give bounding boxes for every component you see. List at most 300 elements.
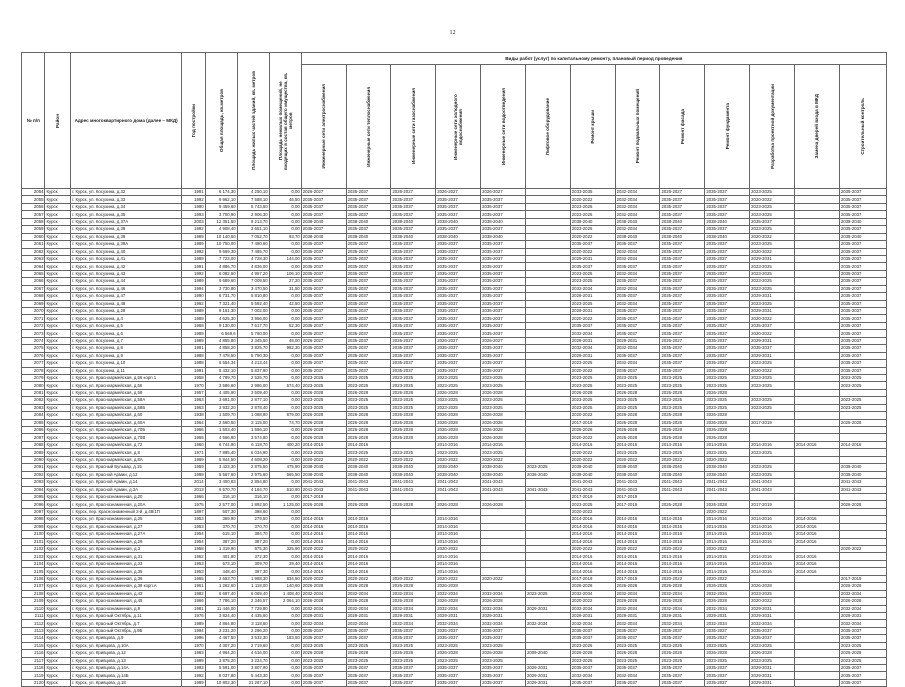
table-cell: 2 560,50: [205, 419, 237, 426]
table-cell: [795, 315, 840, 322]
table-cell: 2026-2028: [391, 427, 436, 434]
table-row: [22, 605, 887, 612]
table-cell: [839, 449, 886, 456]
table-cell: 2026-2028: [301, 501, 346, 508]
table-cell: 1971: [182, 449, 205, 456]
header-work-2: Инженерные сети газоснабжения: [391, 65, 436, 189]
table-cell: [525, 516, 570, 523]
table-cell: 2026-2028: [570, 389, 615, 396]
table-cell: 2035-2037: [301, 293, 346, 300]
table-cell: 2023-2025: [839, 382, 886, 389]
table-cell: 2035-2037: [346, 345, 391, 352]
table-cell: 1959: [182, 464, 205, 471]
table-row: [22, 493, 887, 500]
table-cell: 2035-2037: [705, 255, 750, 262]
table-cell: г. Курск, ул. Красноармейская, д.58: [71, 389, 182, 396]
table-cell: 2014-2016: [705, 560, 750, 567]
table-cell: 2020-2022: [570, 233, 615, 240]
table-cell: 2038-2040: [481, 233, 526, 240]
table-cell: 2023-2025: [750, 449, 795, 456]
table-cell: 8 037,80: [205, 672, 237, 679]
table-cell: [795, 642, 840, 649]
table-cell: 2098: [22, 516, 45, 523]
table-cell: 1989: [182, 308, 205, 315]
table-cell: г. Курск, ул. Красной Армии, д.3А: [71, 486, 182, 493]
table-cell: 2035-2037: [839, 330, 886, 337]
table-cell: 2035-2037: [615, 665, 660, 672]
table-cell: [795, 345, 840, 352]
table-cell: [795, 397, 840, 404]
table-cell: Курск: [45, 412, 71, 419]
table-cell: [525, 412, 570, 419]
table-cell: 2091: [22, 464, 45, 471]
table-cell: Курск: [45, 471, 71, 478]
table-cell: Курск: [45, 382, 71, 389]
header-work-9: Ремонт фасада: [660, 65, 705, 189]
table-cell: 2063: [22, 255, 45, 262]
table-cell: 2026-2028: [346, 598, 391, 605]
table-cell: 2023-2025: [570, 397, 615, 404]
table-row: [22, 389, 887, 396]
table-cell: 507,30: [205, 508, 237, 515]
table-cell: 2035-2037: [615, 679, 660, 686]
table-cell: 2026-2028: [436, 412, 481, 419]
table-cell: 2 064,10: [269, 598, 301, 605]
table-cell: [705, 493, 750, 500]
table-cell: [391, 493, 436, 500]
table-cell: 2017-2019: [301, 493, 346, 500]
table-cell: 2014-2016: [436, 531, 481, 538]
table-cell: 0,00: [269, 665, 301, 672]
table-cell: г. Курск, ул. Краснознаменная, д.43: [71, 590, 182, 597]
table-cell: 4 886,70: [205, 263, 237, 270]
table-cell: 2035-2037: [839, 189, 886, 196]
table-cell: 2 525,70: [237, 374, 269, 381]
table-cell: 2038-2040: [301, 218, 346, 225]
table-cell: [525, 575, 570, 582]
table-cell: [795, 233, 840, 240]
table-cell: 2 719,60: [237, 642, 269, 649]
table-cell: 2035-2037: [481, 360, 526, 367]
table-cell: 673,10: [205, 560, 237, 567]
table-cell: 0,00: [269, 620, 301, 627]
table-cell: 2026-2027: [391, 337, 436, 344]
table-cell: 2 296,20: [237, 627, 269, 634]
table-cell: 2020-2022: [750, 367, 795, 374]
table-cell: 2032-2034: [570, 620, 615, 627]
table-cell: [795, 337, 840, 344]
table-cell: Курск: [45, 456, 71, 463]
table-cell: 2035-2037: [839, 255, 886, 262]
table-cell: 2026-2028: [660, 650, 705, 657]
table-cell: г. Курск, ул. Кривцова, д.14А: [71, 665, 182, 672]
table-cell: 2014-2016: [795, 523, 840, 530]
table-cell: 2035-2037: [660, 627, 705, 634]
table-cell: 2023-2025: [750, 590, 795, 597]
table-cell: 2035-2037: [481, 263, 526, 270]
table-cell: [795, 650, 840, 657]
table-cell: 2014-2016: [436, 568, 481, 575]
table-cell: 7 052,70: [237, 233, 269, 240]
table-cell: [795, 665, 840, 672]
table-cell: 2041-2043: [570, 486, 615, 493]
table-cell: 2023-2025: [705, 404, 750, 411]
table-cell: 3 932,20: [205, 404, 237, 411]
table-cell: Курск: [45, 605, 71, 612]
table-cell: [391, 531, 436, 538]
table-cell: 2035-2037: [750, 635, 795, 642]
table-cell: [795, 285, 840, 292]
table-row: [22, 337, 887, 344]
table-cell: 2023-2025: [660, 449, 705, 456]
table-cell: 5 592,40: [237, 300, 269, 307]
table-cell: [391, 568, 436, 575]
table-cell: 6 069,40: [237, 590, 269, 597]
table-cell: г. Курск, ул. Косухина, д.7: [71, 337, 182, 344]
table-cell: Курск: [45, 590, 71, 597]
table-row: [22, 330, 887, 337]
table-cell: [525, 337, 570, 344]
table-row: [22, 374, 887, 381]
table-cell: 10 140,60: [205, 233, 237, 240]
table-cell: 2026-2028: [346, 419, 391, 426]
table-cell: [795, 627, 840, 634]
table-cell: 1993: [182, 211, 205, 218]
table-cell: г. Курск, ул. Косухина, д.28: [71, 308, 182, 315]
table-cell: Курск: [45, 665, 71, 672]
table-cell: 2020-2022: [750, 330, 795, 337]
table-cell: 2023-2025: [346, 449, 391, 456]
table-cell: 2026-2027: [391, 189, 436, 196]
table-cell: 400,20: [269, 441, 301, 448]
table-cell: 2035-2037: [839, 278, 886, 285]
table-cell: 2035-2037: [391, 665, 436, 672]
table-cell: [795, 293, 840, 300]
table-cell: 2038-2040: [436, 471, 481, 478]
table-cell: 2072: [22, 322, 45, 329]
table-cell: 2020-2022: [391, 456, 436, 463]
table-cell: 2029-2031: [570, 293, 615, 300]
table-cell: 0,00: [269, 218, 301, 225]
table-cell: 2035-2037: [301, 367, 346, 374]
table-cell: 2023-2025: [391, 382, 436, 389]
table-cell: 2023-2025: [615, 382, 660, 389]
table-cell: 2014-2016: [705, 538, 750, 545]
table-cell: 2026-2028: [615, 419, 660, 426]
table-cell: 2032-2034: [481, 620, 526, 627]
table-cell: 2035-2037: [705, 322, 750, 329]
table-cell: 2014-2016: [615, 531, 660, 538]
table-cell: 2035-2037: [301, 345, 346, 352]
table-cell: 2035-2037: [705, 285, 750, 292]
table-cell: 2035-2037: [346, 285, 391, 292]
table-cell: 2032-2034: [615, 300, 660, 307]
table-cell: 2023-2025: [301, 642, 346, 649]
table-cell: 2014-2016: [750, 441, 795, 448]
table-cell: 2032-2034: [391, 590, 436, 597]
table-cell: 2032-2034: [660, 620, 705, 627]
table-cell: г. Курск, ул. Красноармейская, д.58Б: [71, 404, 182, 411]
table-cell: 2014-2016: [660, 568, 705, 575]
table-cell: 6 570,70: [205, 486, 237, 493]
table-cell: 2026-2028: [346, 501, 391, 508]
table-cell: 2035-2037: [346, 293, 391, 300]
table-cell: 7 786,10: [205, 598, 237, 605]
table-cell: 2059: [22, 226, 45, 233]
table-cell: Курск: [45, 672, 71, 679]
table-cell: 2038-2040: [301, 233, 346, 240]
table-cell: 2035-2037: [570, 322, 615, 329]
table-cell: 2023-2025: [750, 657, 795, 664]
table-cell: 2035-2037: [346, 679, 391, 686]
table-cell: 2023-2025: [615, 642, 660, 649]
table-cell: 2026-2028: [660, 412, 705, 419]
table-cell: [481, 508, 526, 515]
table-cell: 2104: [22, 560, 45, 567]
table-cell: 2087: [22, 434, 45, 441]
table-cell: 384,70: [237, 531, 269, 538]
table-cell: 2032-2034: [525, 620, 570, 627]
table-cell: 2035-2037: [481, 635, 526, 642]
table-cell: 2032-2034: [570, 672, 615, 679]
table-cell: 4 184,70: [237, 486, 269, 493]
table-cell: 2035-2037: [436, 672, 481, 679]
table-cell: 1991: [182, 263, 205, 270]
table-cell: 3 730,80: [205, 285, 237, 292]
table-cell: 0,00: [269, 612, 301, 619]
table-cell: 2026-2028: [570, 583, 615, 590]
table-row: [22, 315, 887, 322]
table-cell: 2023-2025: [705, 642, 750, 649]
table-cell: 2023-2025: [301, 657, 346, 664]
table-cell: 144,00: [269, 255, 301, 262]
table-cell: 2029-2031: [705, 612, 750, 619]
table-cell: 2035-2037: [391, 241, 436, 248]
table-cell: 2014-2016: [436, 441, 481, 448]
table-cell: г. Курск, ул. Краснознаменная, д.31: [71, 553, 182, 560]
table-cell: г. Курск, ул. Косухина, д.9: [71, 352, 182, 359]
table-cell: 2014-2016: [346, 568, 391, 575]
table-cell: 2035-2037: [705, 189, 750, 196]
table-cell: 2035-2037: [615, 263, 660, 270]
table-cell: 2111: [22, 612, 45, 619]
table-cell: 2032-2034: [660, 590, 705, 597]
table-cell: Курск: [45, 464, 71, 471]
table-cell: 2017-2019: [615, 575, 660, 582]
table-cell: 2014-2016: [346, 523, 391, 530]
table-cell: 2035-2037: [705, 293, 750, 300]
table-cell: 2081: [22, 389, 45, 396]
table-cell: 2035-2037: [301, 196, 346, 203]
table-cell: 1991: [182, 367, 205, 374]
table-cell: 0,00: [269, 449, 301, 456]
table-cell: 2105: [22, 568, 45, 575]
table-cell: 2035-2037: [839, 308, 886, 315]
table-cell: г. Курск, ул. Красноармейская, д.8А: [71, 456, 182, 463]
table-cell: 2032-2034: [615, 345, 660, 352]
table-cell: [839, 508, 886, 515]
table-cell: [391, 560, 436, 567]
table-cell: 2038-2040: [615, 233, 660, 240]
table-cell: 1968: [182, 322, 205, 329]
table-cell: г. Курск, ул. Красноармейская, д.60А: [71, 419, 182, 426]
table-cell: 2035-2037: [301, 241, 346, 248]
table-cell: 2038-2040: [436, 218, 481, 225]
table-row: [22, 590, 887, 597]
table-cell: 2029-2031: [481, 612, 526, 619]
table-cell: 7 490,60: [237, 241, 269, 248]
table-cell: [481, 546, 526, 553]
table-cell: 2023-2025: [570, 360, 615, 367]
header-address: Адрес многоквартирного дома (далее – МКД): [71, 53, 182, 189]
table-cell: 2035-2037: [481, 285, 526, 292]
table-cell: 2079: [22, 374, 45, 381]
table-row: [22, 523, 887, 530]
table-cell: 2 653,70: [205, 575, 237, 582]
table-cell: 372,30: [237, 553, 269, 560]
table-cell: 4 625,30: [205, 315, 237, 322]
table-cell: 2086: [22, 427, 45, 434]
table-cell: 2020-2022: [570, 434, 615, 441]
table-cell: г. Курск, ул. Краснознаменная, д.20: [71, 493, 182, 500]
table-cell: 2014-2016: [705, 523, 750, 530]
table-cell: [525, 635, 570, 642]
table-cell: [795, 322, 840, 329]
table-cell: 9 689,60: [205, 278, 237, 285]
table-cell: 2032-2034: [615, 620, 660, 627]
table-cell: 3 509,40: [237, 389, 269, 396]
table-cell: 9 161,30: [205, 308, 237, 315]
table-cell: 4 964,20: [205, 650, 237, 657]
table-cell: 2023-2025: [750, 471, 795, 478]
table-cell: 2023-2025: [750, 278, 795, 285]
table-cell: 2041-2043: [660, 486, 705, 493]
table-cell: 2023-2025: [660, 642, 705, 649]
table-cell: 2029-2031: [615, 337, 660, 344]
table-cell: [795, 620, 840, 627]
table-cell: 2014-2016: [705, 516, 750, 523]
table-cell: 2041-2043: [391, 486, 436, 493]
table-cell: Курск: [45, 516, 71, 523]
table-cell: 2014-2016: [750, 538, 795, 545]
table-cell: 2032-2034: [570, 285, 615, 292]
table-cell: 2020-2022: [705, 575, 750, 582]
table-cell: [391, 508, 436, 515]
table-cell: 2075: [22, 345, 45, 352]
table-cell: 2035-2037: [436, 241, 481, 248]
table-cell: 2035-2037: [705, 278, 750, 285]
table-cell: 2020-2022: [705, 508, 750, 515]
table-cell: 6 697,40: [205, 590, 237, 597]
table-cell: [795, 546, 840, 553]
table-cell: 2023-2025: [570, 203, 615, 210]
table-cell: 2023-2025: [570, 501, 615, 508]
table-cell: 2032-2034: [301, 590, 346, 597]
table-cell: 1953: [182, 568, 205, 575]
table-cell: 2035-2037: [301, 263, 346, 270]
table-cell: [481, 493, 526, 500]
table-cell: 2035-2037: [705, 226, 750, 233]
table-cell: 2014-2016: [615, 553, 660, 560]
table-cell: 2035-2037: [570, 627, 615, 634]
table-cell: 2056: [22, 203, 45, 210]
table-cell: 2026-2028: [615, 598, 660, 605]
table-cell: 0,00: [269, 226, 301, 233]
table-cell: Курск: [45, 568, 71, 575]
table-cell: 2035-2037: [481, 672, 526, 679]
table-cell: [525, 657, 570, 664]
table-cell: 2035-2037: [660, 352, 705, 359]
table-cell: г. Курск, ул. Кривцова, д.18: [71, 679, 182, 686]
table-cell: 2023-2025: [750, 270, 795, 277]
table-cell: 2023-2025: [570, 270, 615, 277]
table-cell: 2023-2025: [436, 397, 481, 404]
table-cell: Курск: [45, 308, 71, 315]
table-cell: 3 231,20: [205, 627, 237, 634]
table-cell: 7 617,70: [237, 322, 269, 329]
table-cell: [525, 568, 570, 575]
table-cell: 2023-2025: [436, 642, 481, 649]
table-cell: г. Курск, ул. Краснознаменная, д.27А: [71, 531, 182, 538]
table-cell: 2014-2016: [660, 441, 705, 448]
table-cell: 2032-2034: [346, 590, 391, 597]
table-cell: 2035-2037: [301, 672, 346, 679]
table-cell: 2035-2037: [436, 196, 481, 203]
table-row: [22, 546, 887, 553]
table-cell: 1989: [182, 679, 205, 686]
table-row: [22, 367, 887, 374]
table-cell: 2035-2037: [391, 679, 436, 686]
table-cell: 2035-2037: [301, 322, 346, 329]
table-cell: г. Курск, пер. Краснознаменный 2-й, д.48/1П: [71, 508, 182, 515]
table-cell: 2026-2028: [301, 650, 346, 657]
table-cell: 2038-2040: [705, 471, 750, 478]
table-cell: 2014-2016: [301, 531, 346, 538]
table-cell: 2026-2028: [436, 434, 481, 441]
table-cell: 2035-2037: [301, 211, 346, 218]
table-row: [22, 345, 887, 352]
table-cell: 2020-2022: [705, 546, 750, 553]
table-cell: 0,00: [269, 568, 301, 575]
table-cell: Курск: [45, 620, 71, 627]
table-cell: 5 810,80: [237, 293, 269, 300]
table-row: [22, 434, 887, 441]
table-cell: 2014-2016: [795, 516, 840, 523]
table-cell: 2107: [22, 583, 45, 590]
table-cell: [750, 575, 795, 582]
table-cell: 2026-2028: [615, 412, 660, 419]
capital-repair-table: [21, 52, 887, 687]
table-cell: 2023-2025: [705, 382, 750, 389]
table-cell: 2041-2043: [301, 486, 346, 493]
table-cell: 2029-2031: [839, 612, 886, 619]
table-cell: [525, 583, 570, 590]
table-cell: 2035-2037: [436, 367, 481, 374]
table-cell: 2038-2040: [660, 464, 705, 471]
table-cell: 2032-2034: [481, 605, 526, 612]
table-cell: 2020-2022: [570, 449, 615, 456]
table-cell: г. Курск, ул. Краснознаменная, д.20А: [71, 501, 182, 508]
table-cell: 2 577,00: [205, 501, 237, 508]
table-cell: 2035-2037: [301, 635, 346, 642]
table-cell: 1 988,30: [237, 575, 269, 582]
table-row: [22, 679, 887, 686]
table-cell: 6 569,6: [205, 330, 237, 337]
table-cell: 2026-2028: [391, 389, 436, 396]
table-cell: 2035-2037: [301, 352, 346, 359]
table-cell: 48,00: [269, 337, 301, 344]
table-cell: 10 750,00: [205, 241, 237, 248]
